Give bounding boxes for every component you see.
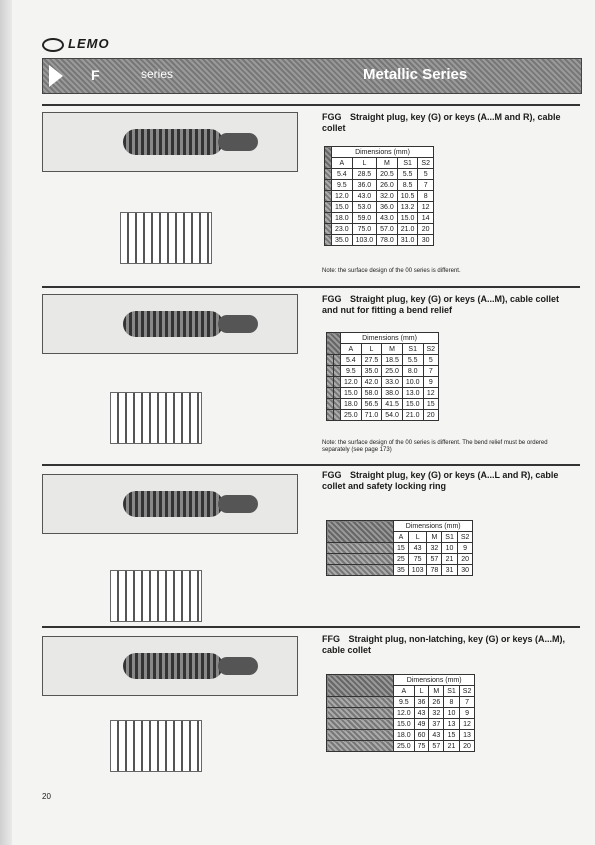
table-corner [325,147,332,169]
table-row [327,730,475,741]
table-cell: 71.0 [361,410,382,421]
section-heading [322,470,572,492]
table-cell: 12.0 [394,708,415,719]
table-row [325,202,434,213]
section-divider [42,104,580,106]
table-row [327,399,439,410]
table-cell [334,355,341,366]
table-cell: 9.5 [394,697,415,708]
col-header: S2 [459,686,475,697]
table-cell: 15 [394,543,409,554]
table-cell: 28.5 [352,169,377,180]
dimensions-table [326,674,475,752]
table-cell [327,697,394,708]
table-cell [325,213,332,224]
banner-title: Metallic Series [363,66,468,83]
table-cell: 25.0 [382,366,403,377]
table-cell: 20 [457,554,473,565]
table-cell: 60 [414,730,429,741]
table-cell: 20 [418,224,434,235]
col-header: S1 [442,532,458,543]
table-cell: 53.0 [352,202,377,213]
product-description: Straight plug, key (G) or keys (A...M and R), cable collet [322,112,561,133]
table-row [325,213,434,224]
table-cell: 33.0 [382,377,403,388]
table-cell [334,377,341,388]
table-cell: 9.5 [332,180,353,191]
table-row [325,235,434,246]
table-cell: 43 [414,708,429,719]
table-cell: 9 [459,708,475,719]
table-cell: 20 [423,410,439,421]
table-row [327,410,439,421]
table-cell: 41.5 [382,399,403,410]
table-cell [327,554,394,565]
table-cell: 38.0 [382,388,403,399]
table-cell: 15 [423,399,439,410]
table-cell [327,355,334,366]
product-photo [42,294,298,354]
col-header: S1 [402,344,423,355]
table-cell: 18.0 [341,399,362,410]
plug-image [123,311,223,337]
table-row [327,697,475,708]
table-cell: 7 [418,180,434,191]
table-cell: 15.0 [341,388,362,399]
table-cell: 78.0 [377,235,398,246]
table-cell [327,565,394,576]
table-cell: 21 [442,554,458,565]
table-cell: 35.0 [332,235,353,246]
table-row [327,565,473,576]
product-photo [42,474,298,534]
col-header: L [414,686,429,697]
table-cell: 20 [459,741,475,752]
table-cell: 43.0 [377,213,398,224]
table-cell: 32.0 [377,191,398,202]
table-cell: 103.0 [352,235,377,246]
table-cell: 21 [444,741,460,752]
table-cell: 10.0 [402,377,423,388]
table-cell: 9 [457,543,473,554]
table-cell: 12.0 [341,377,362,388]
table-cell: 18.0 [394,730,415,741]
table-cell: 26.0 [377,180,398,191]
table-cell: 5.5 [402,355,423,366]
logo-icon [42,38,64,52]
table-cell: 9 [423,377,439,388]
table-cell: 8.0 [402,366,423,377]
table-row [325,224,434,235]
technical-drawing [110,570,202,622]
table-cell: 8 [444,697,460,708]
table-cell: 25 [394,554,409,565]
table-cell [325,202,332,213]
table-cell: 78 [427,565,442,576]
product-code: FGG [322,112,342,122]
table-cell: 30 [457,565,473,576]
series-tag: series [141,67,174,81]
table-cell [334,399,341,410]
table-cell: 9.5 [341,366,362,377]
table-cell: 57 [429,741,444,752]
table-cell [327,708,394,719]
table-cell [327,741,394,752]
product-description: Straight plug, non-latching, key (G) or keys (A...M), cable collet [322,634,566,655]
table-row [325,191,434,202]
col-header: S1 [397,158,418,169]
table-cell: 10 [444,708,460,719]
table-corner [327,333,341,355]
table-row [325,169,434,180]
table-cell: 43.0 [352,191,377,202]
table-row [327,355,439,366]
table-row [327,377,439,388]
table-row [327,388,439,399]
table-cell: 5.4 [332,169,353,180]
table-note: Note: the surface design of the 00 series is different. The bend relief must be ordered separately (see page 173) [322,440,548,453]
table-cell: 31 [442,565,458,576]
table-row [327,366,439,377]
table-cell: 58.0 [361,388,382,399]
dims-header: Dimensions (mm) [341,333,439,344]
section-divider [42,464,580,466]
col-header: L [408,532,427,543]
page-number: 20 [42,792,51,801]
table-cell: 15 [444,730,460,741]
product-photo [42,112,298,172]
dimensions-table [324,146,434,246]
dims-header: Dimensions (mm) [394,521,473,532]
dims-header: Dimensions (mm) [394,675,475,686]
table-cell: 10 [442,543,458,554]
col-header: M [427,532,442,543]
col-header: M [382,344,403,355]
product-code: FGG [322,294,342,304]
col-header: A [332,158,353,169]
plug-tail-image [218,495,258,513]
table-cell: 15.0 [394,719,415,730]
table-cell: 54.0 [382,410,403,421]
table-row [327,741,475,752]
col-header: S2 [423,344,439,355]
table-corner [327,521,394,543]
table-cell: 21.0 [397,224,418,235]
table-cell: 13.2 [397,202,418,213]
table-cell: 15.0 [397,213,418,224]
table-cell [334,366,341,377]
table-cell: 27.5 [361,355,382,366]
col-header: S1 [444,686,460,697]
table-cell: 36.0 [377,202,398,213]
table-cell: 56.5 [361,399,382,410]
section-divider [42,626,580,628]
brand-logo [42,36,110,52]
col-header: L [352,158,377,169]
table-cell: 13.0 [402,388,423,399]
table-cell: 31.0 [397,235,418,246]
table-cell: 15.0 [332,202,353,213]
table-cell: 15.0 [402,399,423,410]
table-cell: 7 [459,697,475,708]
table-cell: 10.5 [397,191,418,202]
table-cell: 103 [408,565,427,576]
table-cell: 36 [414,697,429,708]
table-cell: 14 [418,213,434,224]
col-header: S2 [418,158,434,169]
product-description: Straight plug, key (G) or keys (A...M), cable collet and nut for fitting a bend relief [322,294,560,315]
series-code: F [91,67,101,83]
product-code: FFG [322,634,340,644]
brand-name: LEMO [68,36,110,51]
plug-image [123,653,223,679]
table-cell: 5.4 [341,355,362,366]
table-cell [334,410,341,421]
table-cell: 75.0 [352,224,377,235]
table-cell [325,235,332,246]
section-heading [322,634,572,656]
table-cell [327,410,334,421]
table-cell: 32 [429,708,444,719]
table-cell [325,169,332,180]
col-header: M [377,158,398,169]
table-cell [327,719,394,730]
product-code: FGG [322,470,342,480]
section-heading [322,112,572,134]
table-cell [325,191,332,202]
table-cell: 49 [414,719,429,730]
table-cell: 43 [429,730,444,741]
table-cell: 5 [418,169,434,180]
table-cell: 75 [414,741,429,752]
dimensions-table [326,332,439,421]
table-cell: 13 [444,719,460,730]
table-cell [327,388,334,399]
table-cell: 42.0 [361,377,382,388]
section-heading [322,294,572,316]
table-cell: 5 [423,355,439,366]
plug-image [123,129,223,155]
col-header: L [361,344,382,355]
table-cell: 26 [429,697,444,708]
table-cell: 32 [427,543,442,554]
table-cell [325,224,332,235]
dims-header: Dimensions (mm) [332,147,434,158]
col-header: A [394,686,415,697]
table-cell: 12 [418,202,434,213]
table-cell: 36.0 [352,180,377,191]
table-cell: 12 [459,719,475,730]
table-cell: 8 [418,191,434,202]
table-cell: 13 [459,730,475,741]
col-header: M [429,686,444,697]
plug-tail-image [218,657,258,675]
table-cell: 12 [423,388,439,399]
table-cell [327,366,334,377]
product-photo [42,636,298,696]
table-cell: 25.0 [341,410,362,421]
table-row [327,554,473,565]
table-cell: 20.5 [377,169,398,180]
table-cell [334,388,341,399]
table-cell: 5.5 [397,169,418,180]
col-header: A [341,344,362,355]
table-cell: 21.0 [402,410,423,421]
table-cell: 59.0 [352,213,377,224]
table-row [325,180,434,191]
plug-tail-image [218,315,258,333]
page-edge [0,0,12,845]
technical-drawing [110,392,202,444]
table-cell: 57 [427,554,442,565]
product-description: Straight plug, key (G) or keys (A...L and R), cable collet and safety locking ring [322,470,559,491]
table-cell: 7 [423,366,439,377]
table-cell: 35.0 [361,366,382,377]
table-cell: 12.0 [332,191,353,202]
table-cell: 75 [408,554,427,565]
technical-drawing [120,212,212,264]
table-cell: 35 [394,565,409,576]
table-cell: 30 [418,235,434,246]
table-cell: 25.0 [394,741,415,752]
table-cell [327,543,394,554]
table-note: Note: the surface design of the 00 series is different. [322,268,461,274]
plug-image [123,491,223,517]
table-cell [327,730,394,741]
col-header: S2 [457,532,473,543]
table-row [327,708,475,719]
table-cell: 43 [408,543,427,554]
col-header: A [394,532,409,543]
table-cell [327,377,334,388]
table-corner [327,675,394,697]
table-cell: 18.0 [332,213,353,224]
table-cell: 57.0 [377,224,398,235]
arrow-icon [49,65,63,87]
table-cell [325,180,332,191]
table-row [327,543,473,554]
title-banner [42,58,582,94]
table-cell: 8.5 [397,180,418,191]
section-divider [42,286,580,288]
table-cell [327,399,334,410]
table-cell: 18.5 [382,355,403,366]
table-cell: 37 [429,719,444,730]
plug-tail-image [218,133,258,151]
table-row [327,719,475,730]
table-cell: 23.0 [332,224,353,235]
dimensions-table [326,520,473,576]
technical-drawing [110,720,202,772]
